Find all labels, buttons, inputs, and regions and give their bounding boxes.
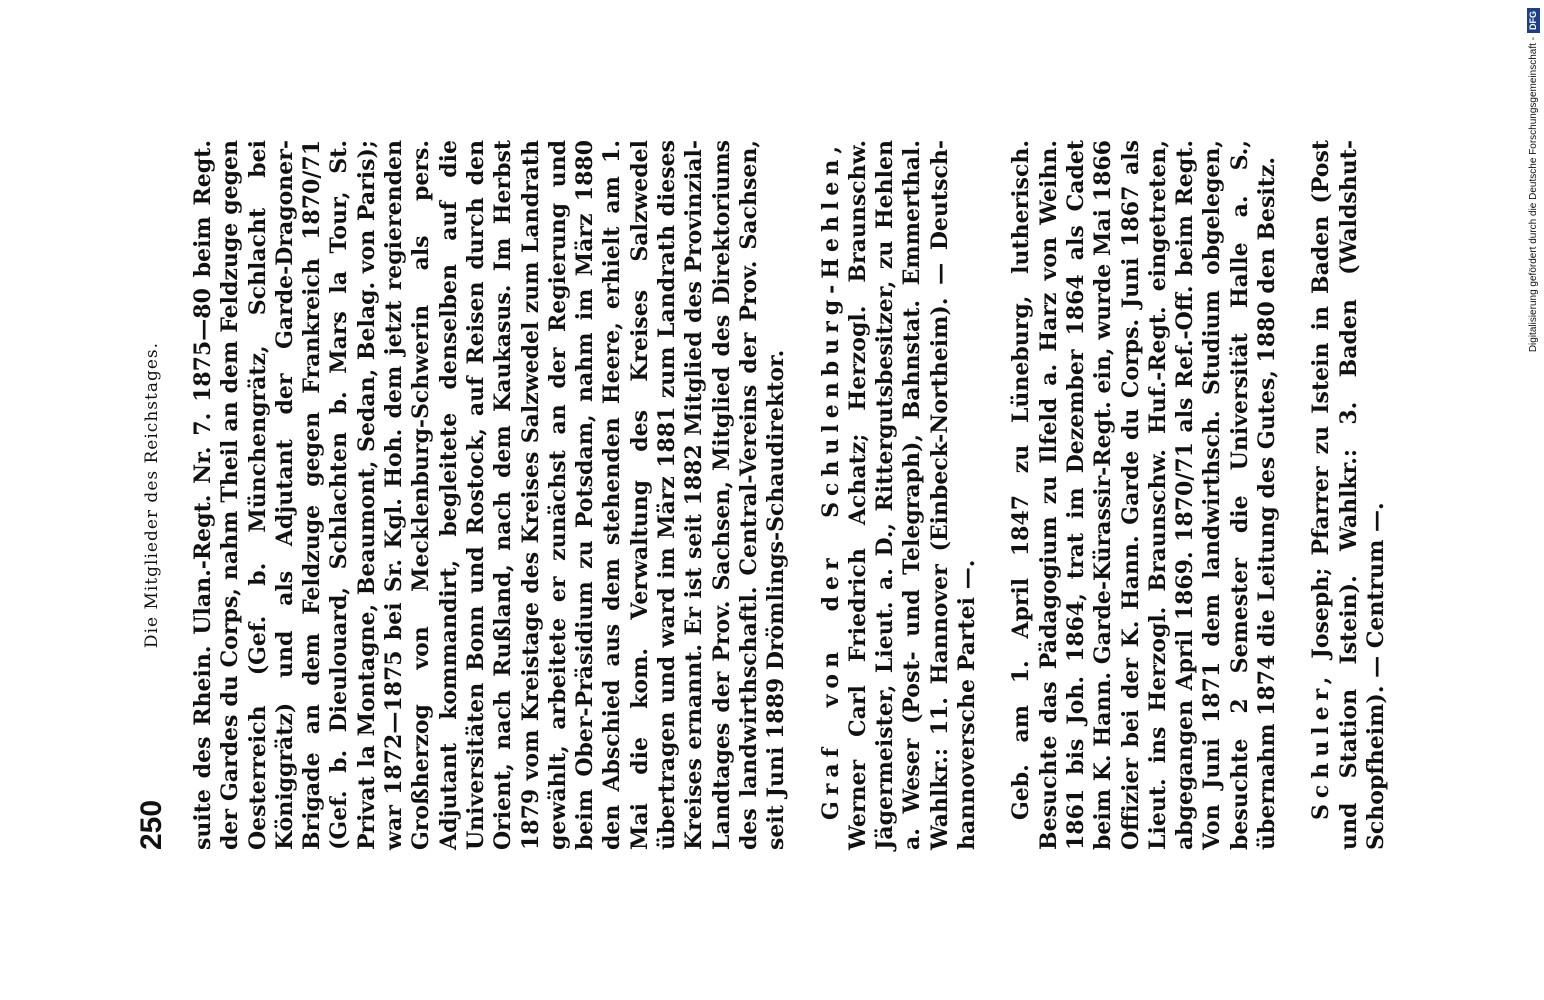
page-body (190, 140, 1390, 850)
paragraph-member-entry (1308, 140, 1390, 850)
digitization-credit (1526, 8, 1540, 398)
credit-text: Digitalisierung gefördert durch die Deutsche Forschungsgemeinschaft - (1527, 37, 1539, 353)
paragraph-biography: Geb. am 1. April 1847 zu Lüneburg, lutherisch. Besuchte das Pädagogium zu Ilfeld a. Harz von Weihn. 1861 bis Joh. 1864, trat im Dezember 1864 als Cadet beim K. Hann. Garde-Kürassir-Regt. ein, wurde Mai 1866 Offizier bei der K. Hann. Garde du Corps. Juni 1867 als Lieut. ins Herzogl. Braunschw. Huf.-Regt. eingetreten, abgegangen April 1869. 1870/71 als Ref.-Off. beim Regt. Von Juni 1871 dem landwirthsch. Studium obgelegen, besuchte 2 Semester die Universität Halle a. S., übernahm 1874 die Leitung des Gutes, 1880 den Besitz. (1008, 140, 1280, 850)
member-details: Joseph; Pfarrer zu Istein in Baden (Post und Station Istein). Wahlkr.: 3. Baden (Waldshut-Schopfheim). — Centrum —. (1308, 140, 1389, 850)
member-name: Schuler, (1308, 670, 1335, 820)
member-name: Graf von der Schulenburg-Hehlen, (817, 140, 844, 820)
paragraph-member-entry (818, 140, 982, 850)
member-details: Werner Carl Friedrich Achatz; Herzogl. Braunschw. Jägermeister, Lieut. a. D., Rittergutsbesitzer, zu Hehlen a. Weser (Post- und Telegraph), Bahnstat. Emmerthal. Wahlkr.: 11. Hannover (Einbeck-Northeim). — Deutsch-hannoversche Partei —. (844, 140, 981, 850)
dfg-logo: DFG (1527, 8, 1540, 33)
running-head: Die Mitglieder des Reichstages. (142, 341, 162, 649)
page-number: 250 (135, 799, 168, 850)
page-header (132, 140, 172, 850)
paragraph-biography-continued: suite des Rhein. Ulan.-Regt. Nr. 7. 1875—80 beim Regt. der Gardes du Corps, nahm Theil an dem Feldzuge gegen Oesterreich (Gef. b. Münchengrätz, Schlacht bei Königgrätz) und als Adjutant der Garde-Dragoner-Brigade an dem Feldzuge gegen Frankreich 1870/71 (Gef. b. Dieulouard, Schlachten b. Mars la Tour, St. Privat la Montagne, Beaumont, Sedan, Belag. von Paris); war 1872—1875 bei Sr. Kgl. Hoh. dem jetzt regierenden Großherzog von Mecklenburg-Schwerin als pers. Adjutant kommandirt, begleitete denselben auf die Universitäten Bonn und Rostock, auf Reisen durch den Orient, nach Rußland, nach dem Kaukasus. Im Herbst 1879 vom Kreistage des Kreises Salzwedel zum Landrath gewählt, arbeitete er zunächst an der Regierung und beim Ober-Präsidium zu Potsdam, nahm im März 1880 den Abschied aus dem stehenden Heere, erhielt am 1. Mai die kom. Verwaltung des Kreises Salzwedel übertragen und ward im März 1881 zum Landrath dieses Kreises ernannt. Er ist seit 1882 Mitglied des Provinzial-Landtages der Prov. Sachsen, Mitglied des Direktoriums des landwirthschaftl. Central-Vereins der Prov. Sachsen, seit Juni 1889 Drömlings-Schaudirektor. (190, 140, 790, 850)
